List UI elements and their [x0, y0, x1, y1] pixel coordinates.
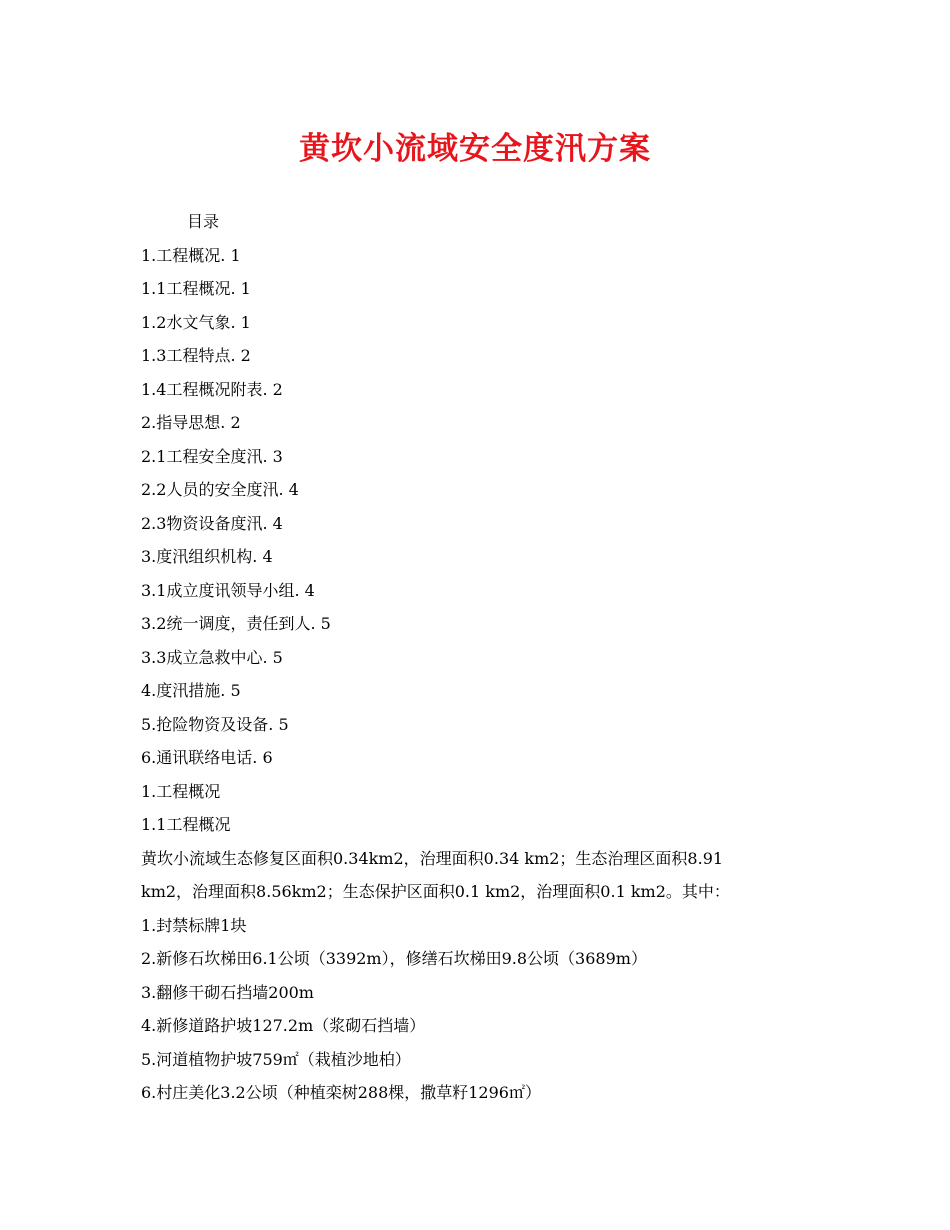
- table-of-contents: [141, 239, 821, 775]
- list-item: 3.翻修干砌石挡墙200m: [141, 982, 314, 1002]
- subsection-heading: 1.1工程概况: [141, 815, 231, 834]
- toc-entry: 3.度汛组织机构. 4: [141, 547, 273, 566]
- toc-entry: 2.1工程安全度汛. 3: [141, 446, 283, 466]
- toc-entry: 2.指导思想. 2: [141, 413, 241, 432]
- toc-entry: 1.工程概况. 1: [141, 245, 241, 265]
- list-item: 2.新修石坎梯田6.1公顷（3392m），修缮石坎梯田9.8公顷（3689m）: [141, 949, 647, 968]
- body-paragraph-line: 黄坎小流域生态修复区面积0.34km2，治理面积0.34 km2；生态治理区面积8.91: [141, 848, 724, 868]
- toc-entry: 4.度汛措施. 5: [141, 681, 241, 700]
- toc-entry: 1.3工程特点. 2: [141, 346, 251, 365]
- document-content: [141, 205, 821, 1110]
- section-heading: 1.工程概况: [141, 781, 221, 801]
- toc-entry: 1.1工程概况. 1: [141, 279, 251, 298]
- document-body: [141, 775, 821, 1110]
- toc-entry: 5.抢险物资及设备. 5: [141, 714, 289, 734]
- list-item: 5.河道植物护坡759㎡（栽植沙地柏）: [141, 1049, 411, 1069]
- toc-entry: 1.2水文气象. 1: [141, 312, 251, 332]
- toc-entry: 2.3物资设备度汛. 4: [141, 513, 283, 533]
- body-paragraph-line: km2，治理面积8.56km2；生态保护区面积0.1 km2，治理面积0.1 km2。其中：: [141, 882, 730, 901]
- toc-entry: 2.2人员的安全度汛. 4: [141, 480, 299, 499]
- list-item: 6.村庄美化3.2公顷（种植栾树288棵，撒草籽1296㎡）: [141, 1083, 541, 1102]
- toc-entry: 3.2统一调度，责任到人. 5: [141, 614, 331, 633]
- toc-entry: 1.4工程概况附表. 2: [141, 379, 283, 399]
- document-title: 黄坎小流域安全度汛方案: [299, 131, 651, 167]
- list-item: 1.封禁标牌1块: [141, 915, 247, 935]
- toc-entry: 6.通讯联络电话. 6: [141, 748, 273, 767]
- toc-heading: 目录: [187, 212, 220, 231]
- toc-entry: 3.1成立度讯领导小组. 4: [141, 580, 315, 600]
- toc-entry: 3.3成立急救中心. 5: [141, 647, 283, 667]
- list-item: 4.新修道路护坡127.2m（浆砌石挡墙）: [141, 1016, 426, 1035]
